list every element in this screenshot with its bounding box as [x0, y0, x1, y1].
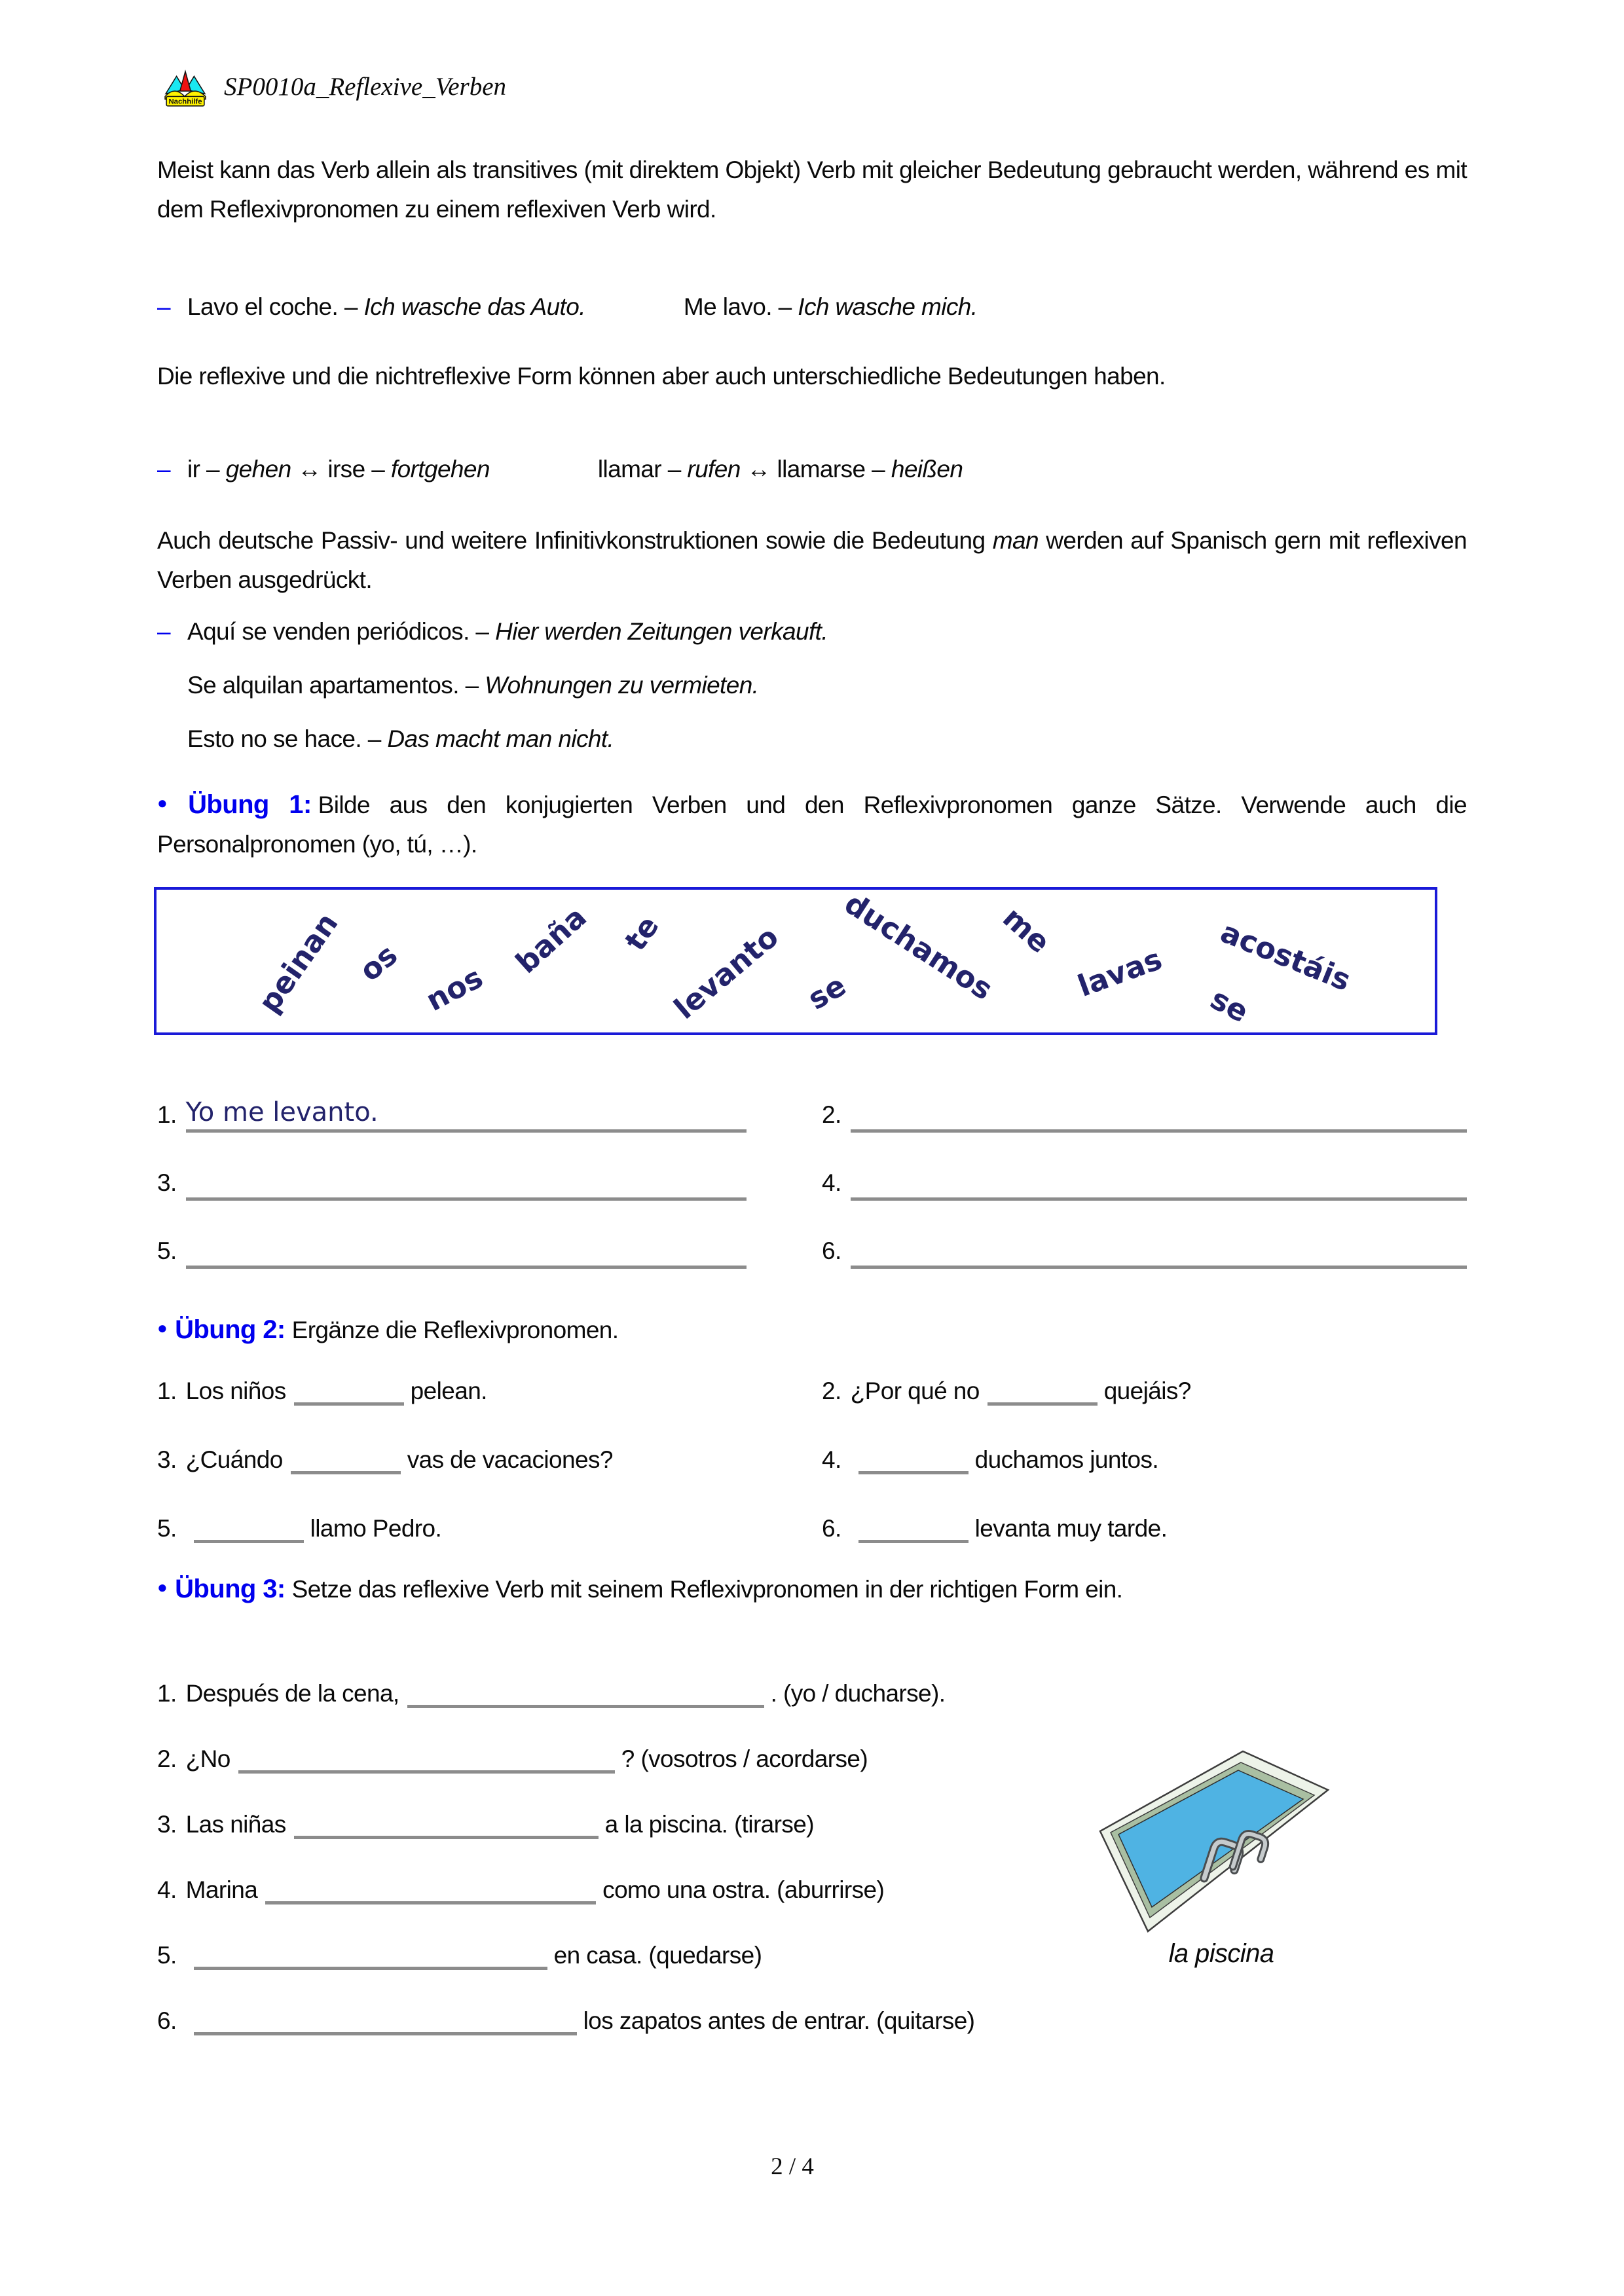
- fill-in-blank: [238, 1748, 615, 1774]
- page-number: 2 / 4: [771, 2153, 814, 2180]
- example-de: Wohnungen zu vermieten.: [485, 672, 759, 699]
- item-text: a la piscina. (tirarse): [604, 1811, 814, 1838]
- answer-number: 1.: [157, 1101, 177, 1128]
- item-number: 3.: [157, 1811, 177, 1838]
- item-number: 1.: [157, 1377, 177, 1404]
- answer-row: [157, 1091, 1467, 1133]
- example-dash: –: [157, 456, 170, 483]
- example-de: Ich wasche das Auto.: [363, 293, 585, 320]
- item-text: ¿No: [185, 1745, 231, 1772]
- example-de: rufen: [687, 456, 741, 483]
- ubung1-answers: [157, 1091, 1467, 1295]
- example-es: Aquí se venden periódicos. –: [187, 618, 489, 645]
- exercise-row: [157, 1442, 1467, 1484]
- exercise-item: [157, 1442, 822, 1474]
- answer-cell: [157, 1091, 747, 1133]
- ubung1-heading: [157, 783, 1467, 864]
- ubung1-task: Bilde aus den konjugierten Verben und den Reflexivpronomen ganze Sätze. Verwende auch die Personalpronomen (yo, tú, …).: [157, 792, 1467, 858]
- example-es: ↔ llamarse –: [747, 456, 885, 483]
- exercise-item: [822, 1374, 1191, 1405]
- page-title: SP0010a_Reflexive_Verben: [224, 73, 506, 101]
- fill-in-blank: [294, 1813, 599, 1839]
- item-text: los zapatos antes de entrar. (quitarse): [583, 2007, 975, 2034]
- item-text: duchamos juntos.: [974, 1446, 1159, 1473]
- item-text: Marina: [185, 1876, 258, 1903]
- item-number: 2.: [822, 1377, 841, 1404]
- exercise-row: [157, 2003, 1467, 2045]
- example-line-3a: [157, 618, 828, 646]
- pronoun-word: nos: [420, 960, 489, 1018]
- answer-line: [851, 1129, 1467, 1133]
- ubung3-label: Übung 3:: [175, 1575, 286, 1603]
- item-text: levanta muy tarde.: [974, 1515, 1168, 1542]
- fill-in-blank: [407, 1683, 764, 1708]
- answer-line: [186, 1197, 747, 1201]
- paragraph-text: Auch deutsche Passiv- und weitere Infinitivkonstruktionen sowie die Bedeutung: [157, 527, 993, 554]
- item-text: Las niñas: [185, 1811, 286, 1838]
- pronoun-word: te: [618, 909, 666, 958]
- intro-paragraph-1: Meist kann das Verb allein als transitives (mit direktem Objekt) Verb mit gleicher Bedeutung gebraucht werden, während es mit dem Reflexivpronomen zu einem reflexiven Verb wird.: [157, 156, 1467, 223]
- fill-in-blank: [858, 1449, 969, 1474]
- exercise-row: [157, 1676, 1467, 1718]
- ubung1-label: Übung 1:: [188, 790, 312, 819]
- paragraph-text: werden auf Spanisch gern mit reflexiven Verben ausgedrückt.: [157, 527, 1467, 593]
- example-line-2: [157, 456, 963, 483]
- item-number: 5.: [157, 1515, 177, 1542]
- item-text: llamo Pedro.: [310, 1515, 442, 1542]
- ubung3-heading: [157, 1567, 1467, 1609]
- example-de: gehen: [225, 456, 291, 483]
- answer-row: [157, 1227, 1467, 1269]
- answer-cell: [157, 1227, 747, 1269]
- example-line-1: [157, 293, 977, 321]
- fill-in-blank: [194, 1518, 304, 1543]
- intro-paragraph-2: Die reflexive und die nichtreflexive Form können aber auch unterschiedliche Bedeutungen haben.: [157, 363, 1166, 390]
- item-number: 5.: [157, 1942, 177, 1969]
- answer-number: 5.: [157, 1237, 177, 1264]
- item-number: 4.: [822, 1446, 841, 1473]
- item-number: 3.: [157, 1446, 177, 1473]
- pronoun-word: se: [1204, 981, 1255, 1030]
- nachhilfe-logo-icon: [164, 69, 207, 111]
- example-es: ir –: [187, 456, 219, 483]
- fill-in-blank: [194, 1944, 547, 1970]
- word-scatter-box: [154, 887, 1437, 1035]
- ubung2-heading: [157, 1308, 1467, 1350]
- item-number: 4.: [157, 1876, 177, 1903]
- verb-word: peinan: [251, 906, 345, 1019]
- item-text: ¿Cuándo: [185, 1446, 283, 1473]
- verb-word: lavas: [1073, 941, 1167, 1004]
- fill-in-blank: [294, 1380, 404, 1406]
- bullet-icon: ●: [157, 1318, 168, 1338]
- example-es: Se alquilan apartamentos. –: [187, 672, 479, 699]
- example-line-3b: [157, 672, 758, 699]
- verb-word: levanto: [667, 919, 785, 1026]
- pronoun-word: me: [996, 900, 1058, 960]
- ubung2-label: Übung 2:: [175, 1315, 286, 1344]
- exercise-item: [822, 1511, 1167, 1542]
- example-es: Esto no se hace. –: [187, 725, 381, 752]
- item-text: Después de la cena,: [185, 1680, 399, 1707]
- answer-line: [186, 1095, 747, 1133]
- verb-word: acostáis: [1215, 914, 1356, 998]
- bullet-icon: ●: [157, 793, 181, 812]
- exercise-item: [822, 1442, 1158, 1474]
- item-number: 2.: [157, 1745, 177, 1772]
- item-text: vas de vacaciones?: [407, 1446, 613, 1473]
- example-dash: –: [157, 293, 170, 320]
- pronoun-word: os: [352, 937, 404, 989]
- exercise-row: [157, 1511, 1467, 1553]
- fill-in-blank: [194, 2010, 577, 2035]
- swimming-pool-image: [1084, 1728, 1398, 1948]
- fill-in-blank: [291, 1449, 401, 1474]
- item-number: 6.: [822, 1515, 841, 1542]
- example-dash: –: [157, 618, 170, 645]
- item-text: ¿Por qué no: [850, 1377, 980, 1404]
- answer-cell: [822, 1091, 1467, 1133]
- item-text: Los niños: [185, 1377, 286, 1404]
- answer-number: 6.: [822, 1237, 841, 1264]
- item-number: 6.: [157, 2007, 177, 2034]
- fill-in-blank: [987, 1380, 1098, 1406]
- bullet-icon: ●: [157, 1577, 168, 1597]
- example-de: heißen: [891, 456, 963, 483]
- item-text: en casa. (quedarse): [553, 1942, 762, 1969]
- exercise-row: [157, 1374, 1467, 1415]
- example-es: llamar –: [597, 456, 681, 483]
- ubung3-task: Setze das reflexive Verb mit seinem Reflexivpronomen in der richtigen Form ein.: [291, 1576, 1123, 1603]
- answer-line: [186, 1266, 747, 1269]
- answer-line: [851, 1197, 1467, 1201]
- pool-caption: la piscina: [1168, 1939, 1274, 1968]
- answer-cell: [822, 1159, 1467, 1201]
- verb-word: duchamos: [838, 886, 999, 1007]
- example-de: fortgehen: [390, 456, 490, 483]
- answer-row: [157, 1159, 1467, 1201]
- logo-text: Nachhilfe: [168, 98, 202, 106]
- item-number: 1.: [157, 1680, 177, 1707]
- fill-in-blank: [858, 1518, 969, 1543]
- intro-paragraph-3: [157, 521, 1467, 600]
- answer-cell: [822, 1227, 1467, 1269]
- example-es: Me lavo. –: [683, 293, 792, 320]
- example-de: Hier werden Zeitungen verkauft.: [495, 618, 828, 645]
- fill-in-blank: [265, 1879, 596, 1904]
- answer-line: [851, 1266, 1467, 1269]
- example-es: ↔ irse –: [297, 456, 385, 483]
- item-text: ? (vosotros / acordarse): [621, 1745, 868, 1772]
- answer-number: 2.: [822, 1101, 841, 1128]
- exercise-item: [157, 1374, 822, 1405]
- item-text: pelean.: [410, 1377, 487, 1404]
- verb-word: baña: [509, 899, 593, 981]
- example-de: Das macht man nicht.: [387, 725, 614, 752]
- answer-cell: [157, 1159, 747, 1201]
- answer-number: 3.: [157, 1169, 177, 1196]
- item-text: como una ostra. (aburrirse): [602, 1876, 885, 1903]
- pronoun-word: se: [802, 968, 852, 1017]
- exercise-item: [157, 1511, 822, 1542]
- handwritten-answer: Yo me levanto.: [185, 1097, 378, 1127]
- example-es: Lavo el coche. –: [187, 293, 358, 320]
- example-line-3c: [157, 725, 614, 753]
- ubung2-task: Ergänze die Reflexivpronomen.: [291, 1317, 619, 1343]
- answer-number: 4.: [822, 1169, 841, 1196]
- ubung2-items: [157, 1374, 1467, 1580]
- paragraph-text-italic: man: [992, 527, 1039, 554]
- example-de: Ich wasche mich.: [798, 293, 978, 320]
- item-text: . (yo / ducharse).: [770, 1680, 946, 1707]
- item-text: quejáis?: [1103, 1377, 1191, 1404]
